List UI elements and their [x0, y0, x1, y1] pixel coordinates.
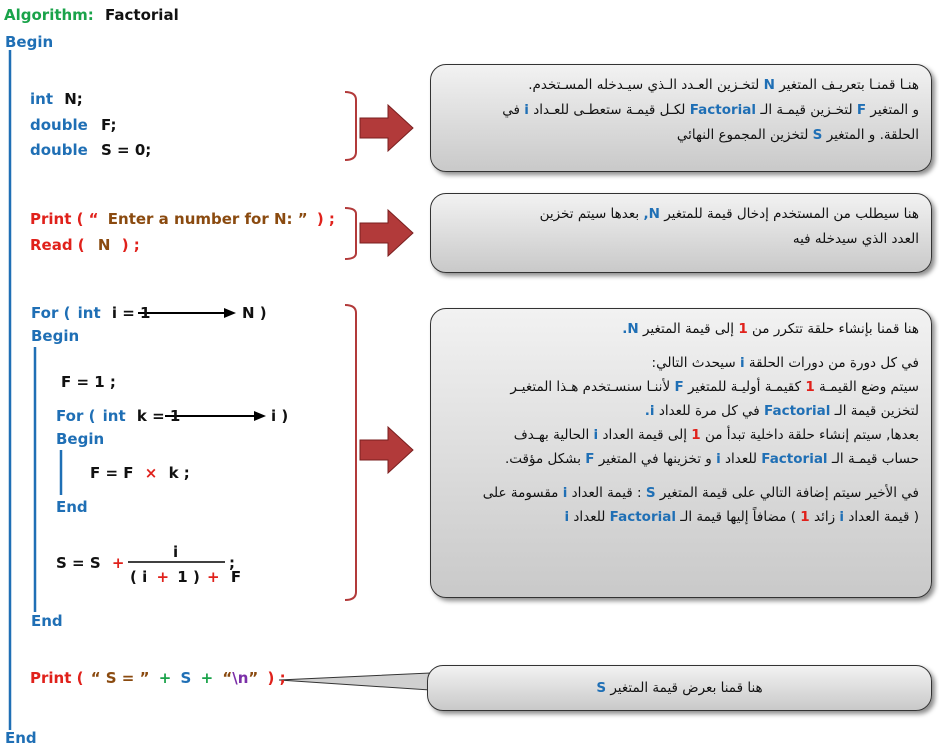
- kw-double: double: [30, 141, 88, 159]
- begin-inner: Begin: [56, 430, 105, 448]
- for-range-arrow: [224, 308, 236, 318]
- note-text: بشكل مؤقت.: [505, 451, 581, 467]
- s-assign-left: [56, 554, 124, 572]
- end-outer: End: [31, 612, 63, 630]
- note-text: i: [839, 509, 845, 525]
- decl-n-var: N;: [64, 90, 83, 108]
- note-text: هنا قمنا بإنشاء حلقة تتكرر من: [752, 321, 919, 337]
- callout-pointer: [279, 673, 430, 690]
- f-assign-line: [90, 464, 190, 482]
- note-text: إلى قيمة المتغير: [642, 321, 735, 337]
- read-call: Read (: [30, 236, 85, 254]
- for-outer-end: N ): [242, 304, 267, 322]
- print-s-var: S: [180, 669, 192, 687]
- plus-operator: +: [200, 669, 214, 687]
- note-text: لتخـزين العـدد الـذي سيـدخله المسـتخدم.: [528, 77, 760, 93]
- f-assign-left: F = F: [90, 464, 134, 482]
- plus-operator: +: [111, 554, 125, 572]
- read-line: [30, 236, 140, 254]
- note-text: في الأخير سيتم إضافة التالي على قيمة المتغير: [659, 485, 919, 501]
- bracket-input: [345, 208, 356, 259]
- note-text: في كل دورة من دورات الحلقة: [748, 355, 919, 371]
- denominator-f: F: [230, 568, 242, 586]
- for-inner-head: [56, 407, 180, 425]
- note-text: i.: [644, 403, 655, 419]
- note-declarations: [430, 64, 932, 172]
- print-close: ) ;: [267, 669, 286, 687]
- arrow-declarations: [360, 105, 413, 151]
- kw-double: double: [30, 116, 88, 134]
- note-input: [430, 193, 932, 273]
- decl-n: [30, 90, 83, 108]
- print-string: “ S = ”: [90, 669, 150, 687]
- read-var: N: [97, 236, 111, 254]
- decl-s: [30, 141, 151, 159]
- note-text: Factorial: [689, 102, 757, 118]
- read-close: ) ;: [121, 236, 140, 254]
- for-outer-init: i = 1: [111, 304, 151, 322]
- note-text: بعدها سيتم تخزين: [539, 206, 640, 222]
- arrow-loop: [360, 427, 413, 473]
- algorithm-name: Factorial: [105, 6, 179, 24]
- note-text: Factorial: [761, 451, 828, 467]
- note-text: إلى قيمة العداد: [602, 427, 687, 443]
- note-text: لتخزين قيمة الـ: [834, 403, 919, 419]
- print-call: Print (: [30, 669, 84, 687]
- print-result-line: [30, 669, 286, 687]
- note-text: F: [674, 379, 684, 395]
- note-text: F: [585, 451, 595, 467]
- decl-f: [30, 116, 116, 134]
- f-assign-right: k ;: [168, 464, 190, 482]
- note-text: i: [716, 451, 721, 467]
- note-text: S: [812, 127, 823, 143]
- note-text: N,: [643, 206, 660, 222]
- note-text: الحلقة. و المتغير: [826, 127, 919, 143]
- note-text: لأننـا سنسـتخدم هـذا المتغيـر: [510, 379, 671, 395]
- note-text: هنـا قمنـا بتعريـف المتغير: [779, 77, 919, 93]
- note-text: S: [645, 485, 656, 501]
- note-text: لتخزين المجموع النهائي: [676, 127, 809, 143]
- s-assign-semicolon: ;: [229, 554, 235, 572]
- note-text: لكـل قيمـة ستعطـى للعـداد: [533, 102, 686, 118]
- note-text: سيحدث التالي:: [651, 355, 736, 371]
- kw-for: For (: [31, 304, 71, 322]
- inner-for-range-arrow: [254, 411, 266, 421]
- note-text: F: [856, 102, 867, 118]
- note-text: كقيمـة أوليـة للمتغير: [687, 379, 802, 395]
- for-inner-end: i ): [271, 407, 289, 425]
- algorithm-label: Algorithm:: [4, 6, 94, 24]
- note-output: [427, 665, 932, 711]
- note-text: Factorial: [609, 509, 676, 525]
- end-inner: End: [56, 498, 88, 516]
- kw-int: int: [77, 304, 101, 322]
- note-text: الحالية بهـدف: [513, 427, 590, 443]
- note-text: i: [562, 485, 568, 501]
- note-text: : قيمة العداد: [571, 485, 642, 501]
- note-loop: [430, 308, 932, 598]
- note-text: ) مضافاً إليها قيمة الـ: [680, 509, 796, 525]
- note-text: حساب قيمـة الـ: [831, 451, 919, 467]
- note-text: ( قيمة العداد: [848, 509, 919, 525]
- bracket-loop: [345, 305, 356, 600]
- note-text: بعدها, سيتم إنشاء حلقة داخلية تبدأ من: [704, 427, 919, 443]
- note-text: i: [739, 355, 745, 371]
- note-text: في كل مرة للعداد: [658, 403, 760, 419]
- print-string: Enter a number for N: ”: [107, 210, 308, 228]
- print-prompt-line: [30, 210, 335, 228]
- plus-operator: +: [158, 669, 172, 687]
- decl-f-var: F;: [101, 116, 117, 134]
- begin-main: Begin: [5, 33, 54, 51]
- print-quote-close: ”: [248, 669, 259, 687]
- times-operator: ×: [144, 464, 158, 482]
- note-text: i: [524, 102, 529, 118]
- note-text: 1: [805, 379, 815, 395]
- print-call: Print ( “: [30, 210, 99, 228]
- bracket-declarations: [345, 92, 356, 160]
- fraction-numerator: i: [173, 543, 179, 561]
- note-text: 1: [691, 427, 701, 443]
- note-text: لتخـزين قيمـة الـ: [760, 102, 853, 118]
- decl-s-var: S = 0;: [101, 141, 152, 159]
- note-text: i: [564, 509, 570, 525]
- print-newline: \n: [232, 669, 249, 687]
- for-outer-head: [31, 304, 150, 322]
- note-text: S: [596, 680, 607, 696]
- kw-int: int: [30, 90, 53, 108]
- note-text: سيتم وضع القيمـة: [819, 379, 919, 395]
- note-text: i: [593, 427, 599, 443]
- note-text: للعداد: [573, 509, 606, 525]
- note-text: N: [763, 77, 775, 93]
- note-text: زائد: [813, 509, 836, 525]
- note-text: العدد الذي سيدخله فيه: [792, 231, 919, 247]
- note-text: في: [502, 102, 520, 118]
- note-text: و تخزينها في المتغير: [598, 451, 712, 467]
- note-text: 1: [800, 509, 810, 525]
- begin-outer: Begin: [31, 327, 80, 345]
- denominator-one: 1 ): [177, 568, 200, 586]
- arrow-input: [360, 210, 413, 256]
- s-assign-var: S = S: [56, 554, 101, 572]
- fraction-denominator: [130, 568, 241, 586]
- note-text: 1: [738, 321, 748, 337]
- end-main: End: [5, 729, 37, 747]
- plus-operator: +: [156, 568, 170, 586]
- note-text: مقسومة على: [482, 485, 559, 501]
- print-quote-open: “: [222, 669, 233, 687]
- algorithm-header: [4, 6, 179, 24]
- note-text: Factorial: [764, 403, 831, 419]
- denominator-i: ( i: [130, 568, 148, 586]
- note-text: هنا سيطلب من المستخدم إدخال قيمة للمتغير: [664, 206, 919, 222]
- f-init-line: F = 1 ;: [61, 373, 116, 391]
- for-inner-init: k = 1: [136, 407, 181, 425]
- print-close: ) ;: [316, 210, 335, 228]
- note-text: و المتغير: [870, 102, 919, 118]
- note-text: للعداد: [725, 451, 757, 467]
- note-text: N.: [622, 321, 639, 337]
- note-text: هنا قمنا بعرض قيمة المتغير: [610, 680, 763, 696]
- kw-int: int: [102, 407, 126, 425]
- plus-operator: +: [207, 568, 220, 586]
- kw-for: For (: [56, 407, 96, 425]
